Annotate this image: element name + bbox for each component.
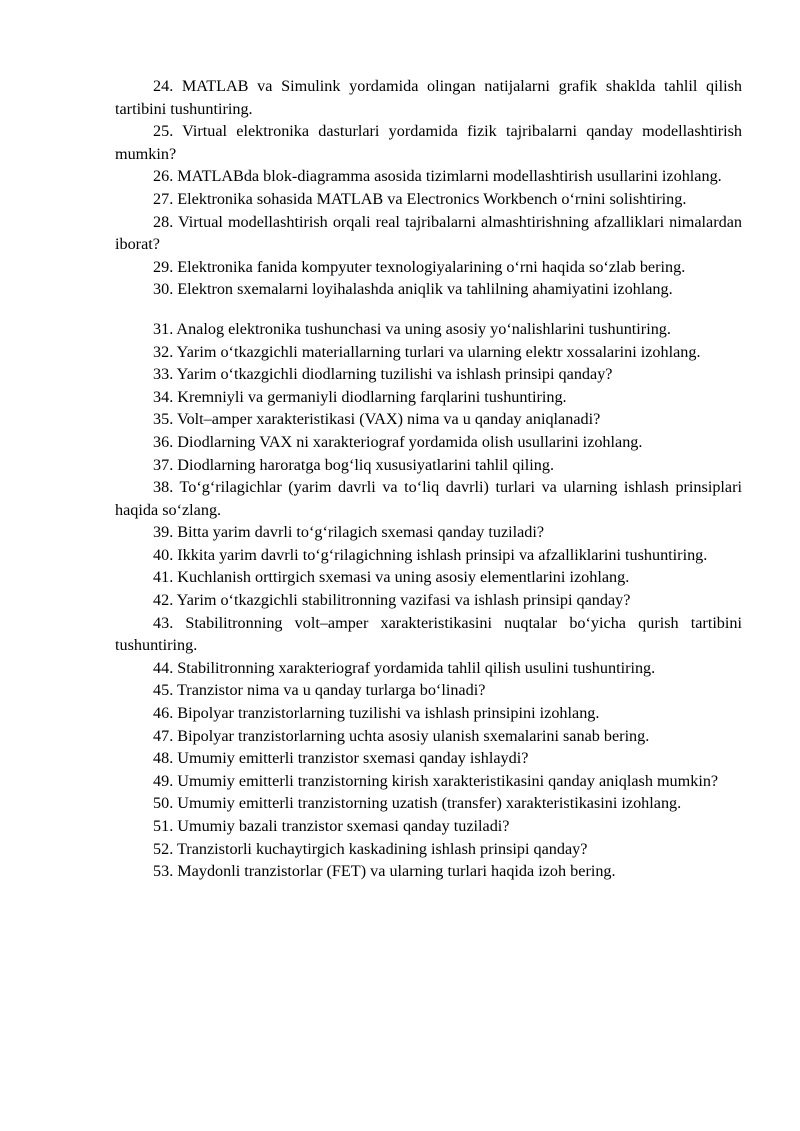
question-item: 44. Stabilitronning xarakteriograf yordamida tahlil qilish usulini tushuntiring. [153, 658, 656, 677]
question-item: 47. Bipolyar tranzistorlarning uchta asosiy ulanish sxemalarini sanab bering. [153, 726, 650, 745]
question-item: 53. Maydonli tranzistorlar (FET) va ularning turlari haqida izoh bering. [153, 862, 616, 881]
question-item: 25. Virtual elektronika dasturlari yordamida fizik tajribalarni qanday modellashtirish mumkin? [115, 122, 742, 163]
question-item: 26. MATLABda blok-diagramma asosida tizimlarni modellashtirish usullarini izohlang. [153, 167, 722, 186]
question-item: 50. Umumiy emitterli tranzistorning uzatish (transfer) xarakteristikasini izohlang. [153, 794, 682, 813]
question-item: 33. Yarim o‘tkazgichli diodlarning tuzilishi va ishlash prinsipi qanday? [153, 365, 613, 384]
question-item: 28. Virtual modellashtirish orqali real tajribalarni almashtirishning afzalliklari nimalardan iborat? [115, 212, 742, 254]
question-item: 43. Stabilitronning volt–amper xarakteristikasini nuqtalar bo‘yicha qurish tartibini tushuntiring. [115, 613, 742, 655]
document-page [115, 75, 742, 883]
question-item: 45. Tranzistor nima va u qanday turlarga bo‘linadi? [153, 681, 486, 700]
question-item: 37. Diodlarning haroratga bog‘liq xususiyatlarini tahlil qiling. [153, 455, 555, 474]
question-item: 24. MATLAB va Simulink yordamida olingan natijalarni grafik shaklda tahlil qilish tartibini tushuntiring. [115, 77, 742, 118]
question-item: 46. Bipolyar tranzistorlarning tuzilishi va ishlash prinsipini izohlang. [153, 704, 600, 723]
question-item: 29. Elektronika fanida kompyuter texnologiyalarining o‘rni haqida so‘zlab bering. [153, 257, 686, 276]
question-item: 38. To‘g‘rilagichlar (yarim davrli va to‘liq davrli) turlari va ularning ishlash prinsiplari haqida so‘zlang. [115, 478, 742, 519]
question-item: 36. Diodlarning VAX ni xarakteriograf yordamida olish usullarini izohlang. [153, 432, 643, 451]
question-item: 35. Volt–amper xarakteristikasi (VAX) nima va u qanday aniqlanadi? [153, 410, 601, 429]
question-item: 31. Analog elektronika tushunchasi va uning asosiy yo‘nalishlarini tushuntiring. [153, 319, 671, 338]
section-gap [115, 301, 742, 318]
question-list-b [115, 318, 742, 883]
question-item: 27. Elektronika sohasida MATLAB va Electronics Workbench o‘rnini solishtiring. [153, 189, 687, 208]
question-item: 48. Umumiy emitterli tranzistor sxemasi qanday ishlaydi? [153, 749, 529, 768]
question-list-a [115, 75, 742, 301]
question-item: 30. Elektron sxemalarni loyihalashda aniqlik va tahlilning ahamiyatini izohlang. [153, 280, 673, 299]
question-item: 42. Yarim o‘tkazgichli stabilitronning vazifasi va ishlash prinsipi qanday? [153, 591, 631, 610]
question-item: 34. Kremniyli va germaniyli diodlarning farqlarini tushuntiring. [153, 387, 567, 406]
question-item: 51. Umumiy bazali tranzistor sxemasi qanday tuziladi? [153, 817, 510, 835]
question-item: 41. Kuchlanish orttirgich sxemasi va uning asosiy elementlarini izohlang. [153, 568, 630, 587]
question-item: 39. Bitta yarim davrli to‘g‘rilagich sxemasi qanday tuziladi? [153, 523, 545, 542]
question-item: 32. Yarim o‘tkazgichli materiallarning turlari va ularning elektr xossalarini izohlang. [153, 342, 701, 361]
question-item: 49. Umumiy emitterli tranzistorning kirish xarakteristikasini qanday aniqlash mumkin? [153, 771, 719, 790]
question-item: 40. Ikkita yarim davrli to‘g‘rilagichning ishlash prinsipi va afzalliklarini tushuntiring. [153, 545, 708, 564]
question-item: 52. Tranzistorli kuchaytirgich kaskadining ishlash prinsipi qanday? [153, 839, 588, 858]
